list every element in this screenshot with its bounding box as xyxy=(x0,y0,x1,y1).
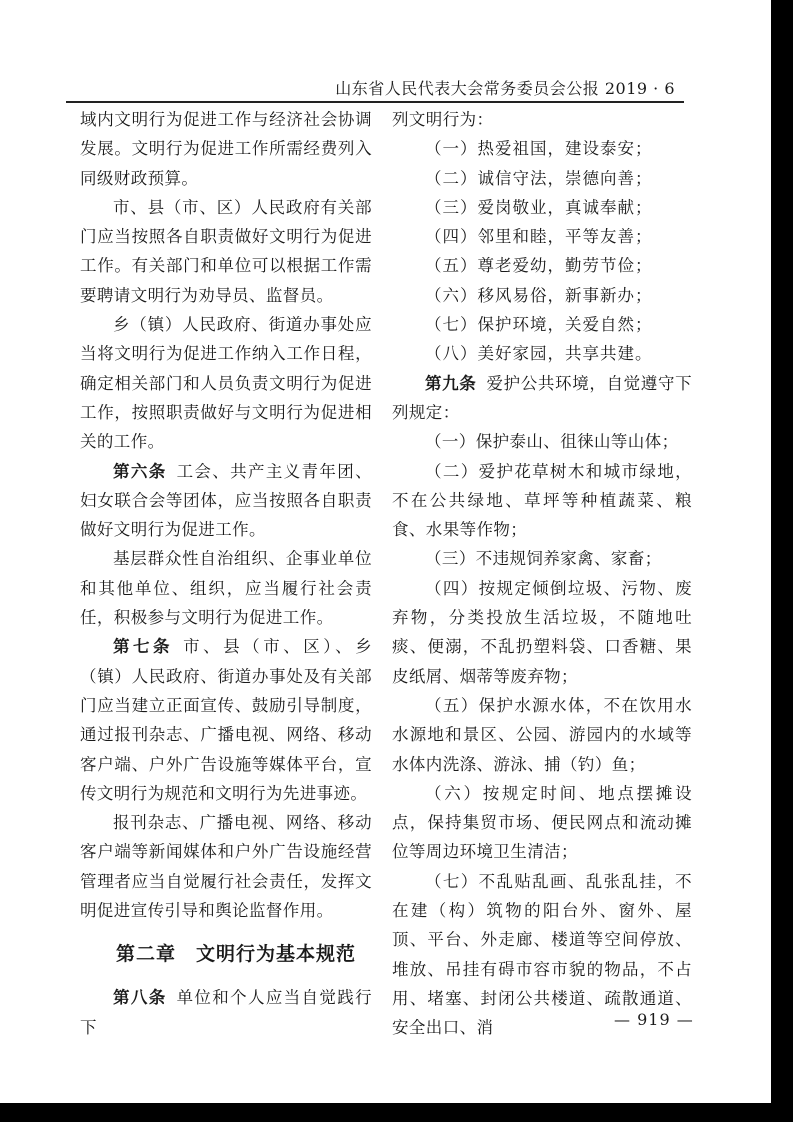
right-column xyxy=(392,105,692,1043)
article-6 xyxy=(80,457,372,545)
list-item: （六）按规定时间、地点摆摊设点，保持集贸市场、便民网点和流动摊位等周边环境卫生清洁； xyxy=(392,783,692,862)
left-column xyxy=(80,105,372,1042)
article-text: 工会、共产主义青年团、妇女联合会等团体，应当按照各自职责做好文明行为促进工作。 xyxy=(80,461,372,540)
list-item: （三）爱岗敬业，真诚奉献； xyxy=(425,197,653,217)
chapter-heading: 第二章 文明行为基本规范 xyxy=(116,943,357,966)
article-text: 爱护公共环境，自觉遵守下列规定： xyxy=(392,373,692,422)
article-9 xyxy=(392,369,692,428)
list-item: （六）移风易俗，新事新办； xyxy=(425,285,653,305)
scan-border-right xyxy=(771,0,793,1122)
paragraph: 域内文明行为促进工作与经济社会协调发展。文明行为促进工作所需经费列入同级财政预算。 xyxy=(80,110,372,188)
paragraph: 市、县（市、区）人民政府有关部门应当按照各自职责做好文明行为促进工作。有关部门和单位可以根据工作需要聘请文明行为劝导员、监督员。 xyxy=(80,197,372,305)
paragraph: 报刊杂志、广播电视、网络、移动客户端等新闻媒体和户外广告设施经营管理者应当自觉履行社会责任，发挥文明促进宣传引导和舆论监督作用。 xyxy=(80,813,372,921)
article-number: 第八条 xyxy=(113,988,167,1008)
article-7 xyxy=(80,632,372,808)
header-rule xyxy=(66,101,684,103)
list-item: （四）邻里和睦，平等友善； xyxy=(425,227,653,247)
list-item: （三）不违规饲养家禽、家畜； xyxy=(425,549,662,569)
list-item: （四）按规定倾倒垃圾、污物、废弃物，分类投放生活垃圾，不随地吐痰、便溺，不乱扔塑料袋、口香糖、果皮纸屑、烟蒂等废弃物； xyxy=(392,578,692,686)
list-item: （八）美好家园，共享共建。 xyxy=(425,344,653,364)
article-number: 第六条 xyxy=(113,461,167,481)
list-item: （七）保护环境，关爱自然； xyxy=(425,315,653,335)
page-number: — 919 — xyxy=(614,1010,694,1029)
list-item: （二）诚信守法，崇德向善； xyxy=(425,168,653,188)
running-header: 山东省人民代表大会常务委员会公报 2019 · 6 xyxy=(335,79,675,98)
list-item: （二）爱护花草树木和城市绿地，不在公共绿地、草坪等种植蔬菜、粮食、水果等作物； xyxy=(392,461,692,540)
article-number: 第七条 xyxy=(113,637,174,657)
article-8 xyxy=(80,983,372,1042)
list-item: （七）不乱贴乱画、乱张乱挂，不在建（构）筑物的阳台外、窗外、屋顶、平台、外走廊、楼道等空间停放、堆放、吊挂有碍市容市貌的物品，不占用、堵塞、封闭公共楼道、疏散通道、安全出口、消 xyxy=(392,871,692,1038)
article-number: 第九条 xyxy=(425,373,477,393)
paragraph: 乡（镇）人民政府、街道办事处应当将文明行为促进工作纳入工作日程，确定相关部门和人员负责文明行为促进工作，按照职责做好与文明行为促进相关的工作。 xyxy=(80,315,372,452)
list-item: （五）尊老爱幼，勤劳节俭； xyxy=(425,256,653,276)
article-text: 单位和个人应当自觉践行下 xyxy=(80,988,372,1037)
list-item: （一）保护泰山、徂徕山等山体； xyxy=(425,432,679,452)
list-item: （五）保护水源水体，不在饮用水水源地和景区、公园、游园内的水域等水体内洗涤、游泳、捕（钓）鱼； xyxy=(392,695,692,774)
paragraph: 列文明行为： xyxy=(392,110,494,129)
article-text: 市、县（市、区）、乡（镇）人民政府、街道办事处及有关部门应当建立正面宣传、鼓励引导制度，通过报刊杂志、广播电视、网络、移动客户端、户外广告设施等媒体平台，宣传文明行为规范和文明行为先进事迹。 xyxy=(80,637,373,803)
scan-border-bottom xyxy=(0,1103,793,1122)
list-item: （一）热爱祖国，建设泰安； xyxy=(425,139,653,159)
paragraph: 基层群众性自治组织、企事业单位和其他单位、组织，应当履行社会责任，积极参与文明行为促进工作。 xyxy=(80,549,372,628)
